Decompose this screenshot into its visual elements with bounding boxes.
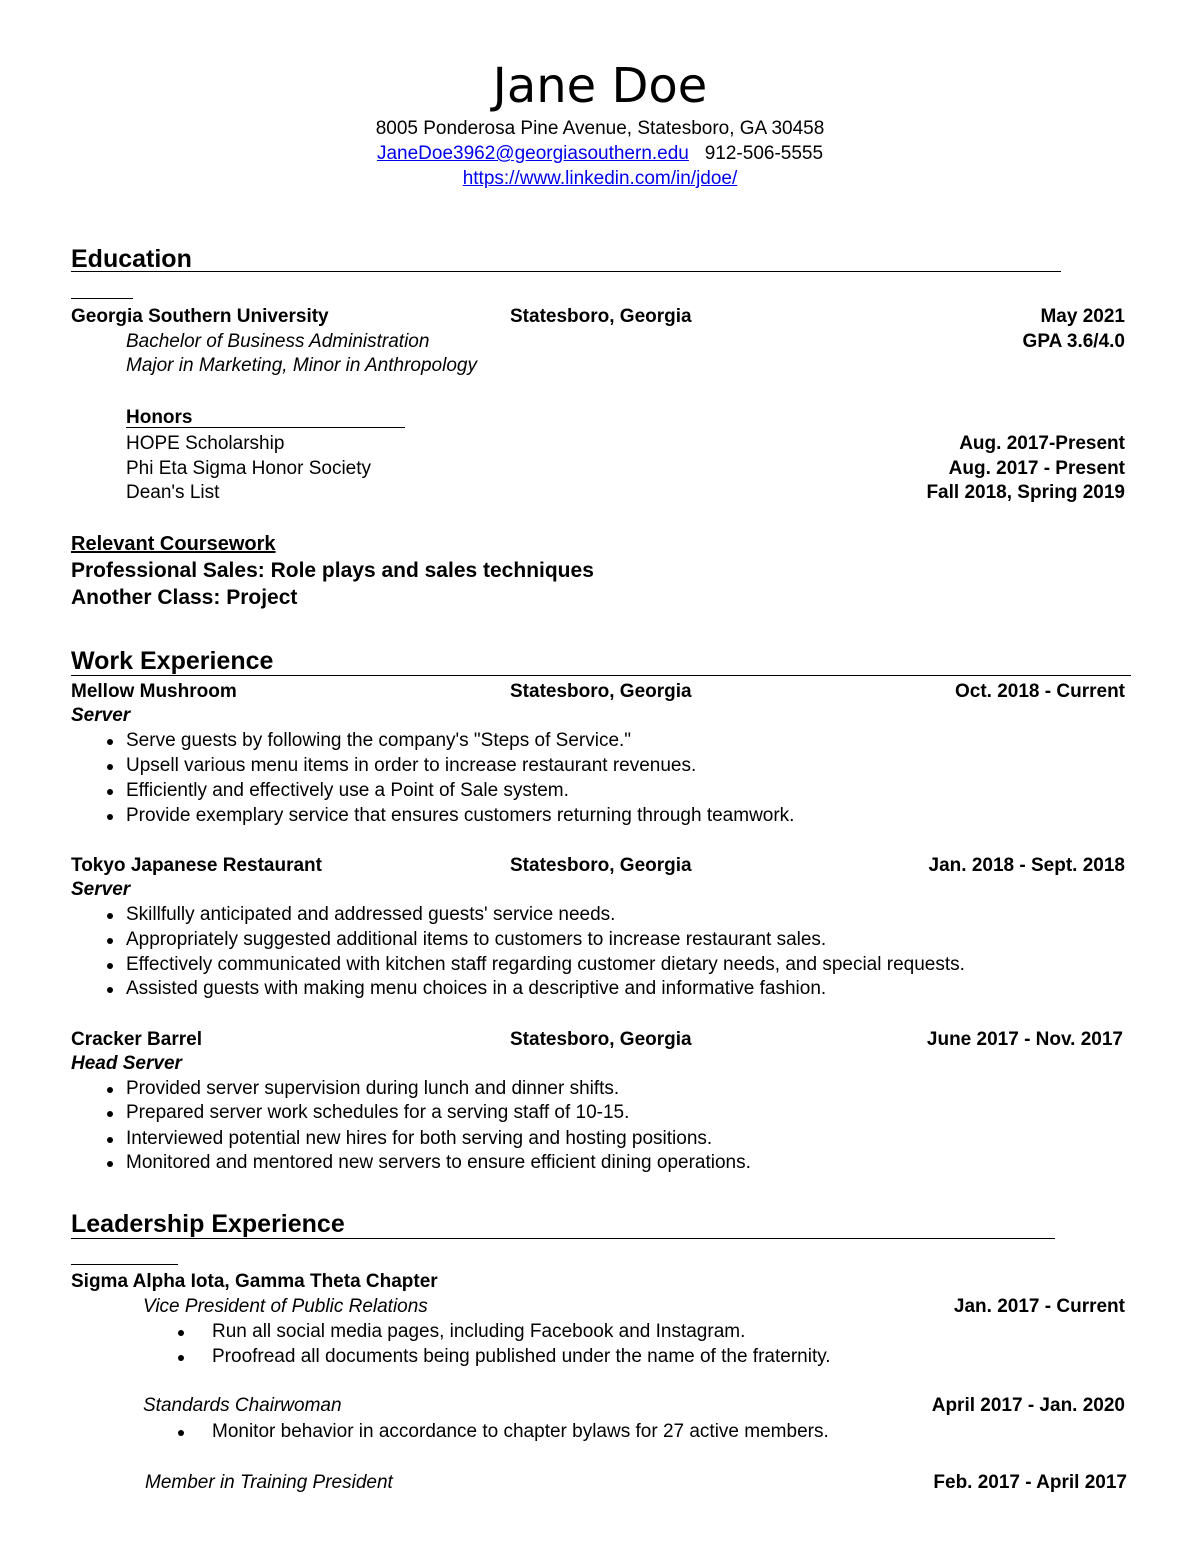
bullet-dot: [107, 1137, 113, 1143]
course: Professional Sales: Role plays and sales techniques: [71, 559, 594, 582]
bullet-dot: [107, 814, 113, 820]
job-date: June 2017 - Nov. 2017: [926, 1029, 1123, 1050]
bullet-dot: [107, 789, 113, 795]
job-bullet: Upsell various menu items in order to increase restaurant revenues.: [126, 755, 697, 776]
honor-name: Phi Eta Sigma Honor Society: [126, 458, 372, 479]
bullet-dot: [178, 1430, 184, 1436]
role-bullet: Run all social media pages, including Facebook and Instagram.: [212, 1321, 746, 1342]
role-title: Standards Chairwoman: [143, 1395, 342, 1416]
bullet-dot: [107, 1087, 113, 1093]
linkedin-line: [0, 168, 1200, 190]
honor-date: Aug. 2017 - Present: [948, 458, 1125, 479]
bullet-dot: [107, 764, 113, 770]
degree: Bachelor of Business Administration: [126, 331, 430, 352]
work-heading: Work Experience: [71, 647, 274, 675]
bullet-dot: [107, 739, 113, 745]
employer: Cracker Barrel: [71, 1029, 202, 1050]
bullet-dot: [178, 1330, 184, 1336]
job-bullet: Appropriately suggested additional items to customers to increase restaurant sales.: [126, 929, 827, 950]
bullet-dot: [107, 913, 113, 919]
job-bullet: Skillfully anticipated and addressed guests' service needs.: [126, 904, 616, 925]
bullet-dot: [107, 963, 113, 969]
honors-heading: Honors: [126, 407, 193, 428]
employer: Tokyo Japanese Restaurant: [71, 855, 322, 876]
school-name: Georgia Southern University: [71, 306, 329, 327]
candidate-name: Jane Doe: [492, 58, 708, 114]
address: 8005 Ponderosa Pine Avenue, Statesboro, GA 30458: [375, 118, 825, 139]
school-location: Statesboro, Georgia: [510, 306, 692, 327]
job-date: Oct. 2018 - Current: [955, 681, 1125, 702]
gpa: GPA 3.6/4.0: [1022, 331, 1125, 352]
job-location: Statesboro, Georgia: [510, 1029, 692, 1050]
course: Another Class: Project: [71, 586, 298, 609]
graduation-date: May 2021: [1040, 306, 1125, 327]
honors-rule: [126, 427, 405, 428]
role-date: Feb. 2017 - April 2017: [933, 1472, 1127, 1493]
role-title: Vice President of Public Relations: [143, 1296, 428, 1317]
leadership-heading: Leadership Experience: [71, 1210, 345, 1238]
job-bullet: Assisted guests with making menu choices in a descriptive and informative fashion.: [126, 978, 827, 999]
role-date: April 2017 - Jan. 2020: [931, 1395, 1125, 1416]
job-bullet: Prepared server work schedules for a serving staff of 10-15.: [126, 1102, 630, 1123]
job-location: Statesboro, Georgia: [510, 681, 692, 702]
job-bullet: Efficiently and effectively use a Point of Sale system.: [126, 780, 569, 801]
honor-name: Dean's List: [126, 482, 220, 503]
job-bullet: Effectively communicated with kitchen staff regarding customer dietary needs, and special requests.: [126, 954, 965, 975]
work-rule: [71, 675, 1131, 676]
job-bullet: Monitored and mentored new servers to ensure efficient dining operations.: [126, 1152, 751, 1173]
role-bullet: Proofread all documents being published under the name of the fraternity.: [212, 1346, 831, 1367]
role-bullet: Monitor behavior in accordance to chapter bylaws for 27 active members.: [212, 1421, 829, 1442]
education-rule-2: [71, 298, 133, 299]
honor-name: HOPE Scholarship: [126, 433, 285, 454]
bullet-dot: [107, 987, 113, 993]
phone: 912-506-5555: [704, 143, 824, 164]
job-bullet: Serve guests by following the company's "Steps of Service.": [126, 730, 632, 751]
education-rule: [71, 271, 1061, 272]
role-date: Jan. 2017 - Current: [953, 1296, 1125, 1317]
employer: Mellow Mushroom: [71, 681, 237, 702]
leadership-rule-2: [71, 1264, 178, 1265]
contact-line: [0, 143, 1200, 165]
job-location: Statesboro, Georgia: [510, 855, 692, 876]
honor-date: Aug. 2017-Present: [959, 433, 1125, 454]
organization: Sigma Alpha Iota, Gamma Theta Chapter: [71, 1271, 438, 1292]
honor-date: Fall 2018, Spring 2019: [926, 482, 1125, 503]
role-title: Member in Training President: [145, 1472, 393, 1493]
bullet-dot: [178, 1355, 184, 1361]
job-title: Server: [71, 879, 131, 900]
job-title: Server: [71, 705, 131, 726]
job-bullet: Interviewed potential new hires for both serving and hosting positions.: [126, 1128, 713, 1149]
bullet-dot: [107, 938, 113, 944]
job-title: Head Server: [71, 1053, 182, 1074]
coursework-heading: Relevant Coursework: [71, 533, 276, 555]
bullet-dot: [107, 1161, 113, 1167]
email-link[interactable]: JaneDoe3962@georgiasouthern.edu: [376, 143, 689, 164]
bullet-dot: [107, 1111, 113, 1117]
job-bullet: Provide exemplary service that ensures customers returning through teamwork.: [126, 805, 795, 826]
job-date: Jan. 2018 - Sept. 2018: [928, 855, 1125, 876]
job-bullet: Provided server supervision during lunch and dinner shifts.: [126, 1078, 620, 1099]
major-minor: Major in Marketing, Minor in Anthropology: [126, 355, 477, 376]
linkedin-link[interactable]: https://www.linkedin.com/in/jdoe/: [462, 168, 738, 189]
education-heading: Education: [71, 245, 192, 273]
leadership-rule: [71, 1238, 1055, 1239]
